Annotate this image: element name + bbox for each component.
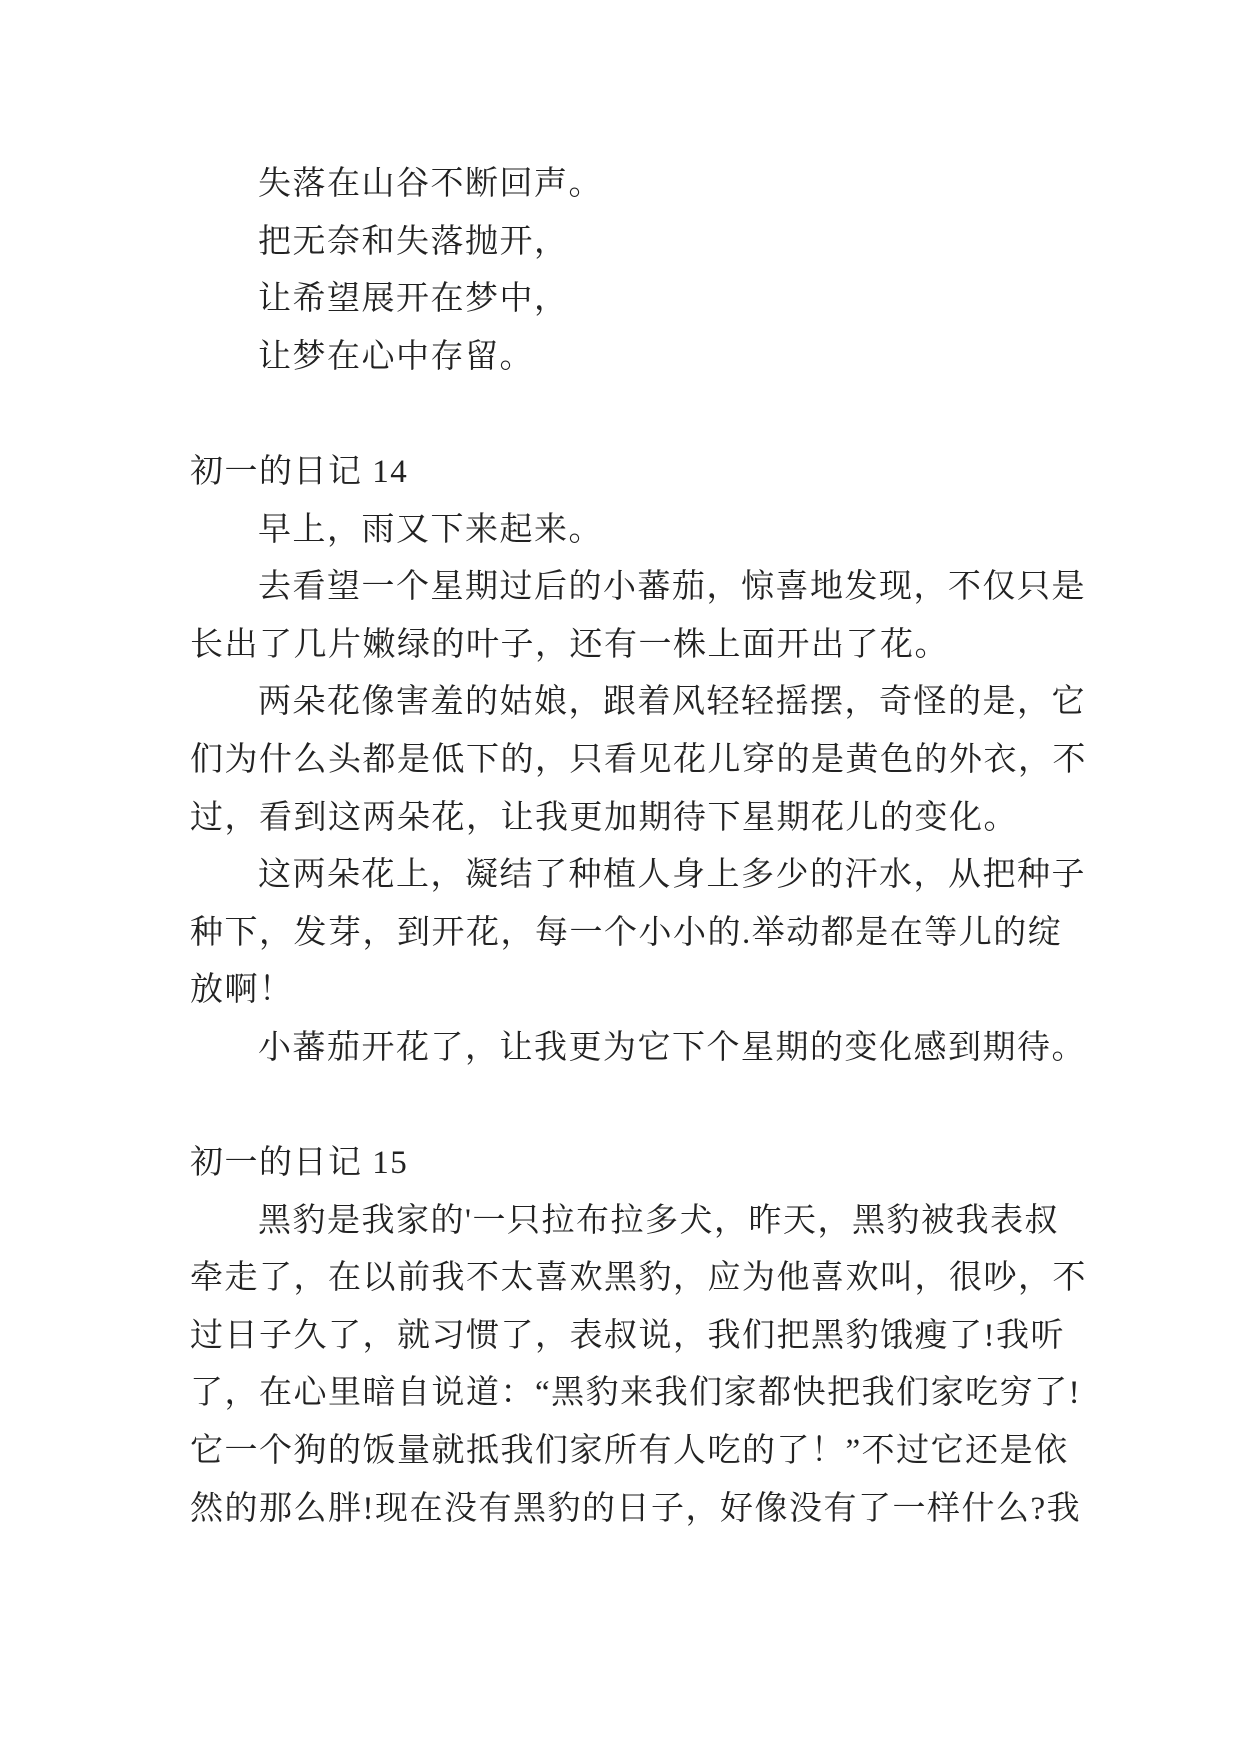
text-line: 放啊！ <box>190 972 294 1009</box>
blank-line <box>190 1078 1190 1136</box>
text-line: 让希望展开在梦中， <box>258 281 569 318</box>
text-line: 了，在心里暗自说道：“黑豹来我们家都快把我们家吃穷了! <box>190 1375 1082 1412</box>
text-line: 小蕃茄开花了，让我更为它下个星期的变化感到期待。 <box>258 1029 1086 1066</box>
text-line: 过日子久了，就习惯了，表叔说，我们把黑豹饿瘦了!我听 <box>190 1317 1065 1354</box>
text-line: 去看望一个星期过后的小蕃茄，惊喜地发现，不仅只是 <box>258 569 1086 606</box>
text-line: 们为什么头都是低下的，只看见花儿穿的是黄色的外衣，不 <box>190 741 1087 778</box>
text-line: 牵走了，在以前我不太喜欢黑豹，应为他喜欢叫，很吵，不 <box>190 1260 1087 1297</box>
diary-heading: 初一的日记 15 <box>190 1145 409 1182</box>
text-line: 这两朵花上，凝结了种植人身上多少的汗水，从把种子 <box>258 857 1086 894</box>
text-line: 失落在山谷不断回声。 <box>258 166 603 202</box>
text-line: 早上，雨又下来起来。 <box>258 511 603 548</box>
text-line: 两朵花像害羞的姑娘，跟着风轻轻摇摆，奇怪的是，它 <box>258 684 1086 721</box>
text-line: 然的那么胖!现在没有黑豹的日子，好像没有了一样什么?我 <box>190 1490 1082 1527</box>
text-line: 种下，发芽，到开花，每一个小小的.举动都是在等儿的绽 <box>190 914 1063 951</box>
text-line: 过，看到这两朵花，让我更加期待下星期花儿的变化。 <box>190 799 1018 836</box>
text-line: 让梦在心中存留。 <box>258 338 534 375</box>
text-line: 把无奈和失落抛开， <box>258 223 569 260</box>
blank-line <box>190 386 1190 444</box>
text-block <box>190 156 1190 1538</box>
text-line: 长出了几片嫩绿的叶子，还有一株上面开出了花。 <box>190 626 949 663</box>
diary-heading: 初一的日记 14 <box>190 453 409 490</box>
text-line: 黑豹是我家的'一只拉布拉多犬，昨天，黑豹被我表叔 <box>258 1202 1059 1239</box>
text-line: 它一个狗的饭量就抵我们家所有人吃的了！”不过它还是依 <box>190 1433 1069 1470</box>
